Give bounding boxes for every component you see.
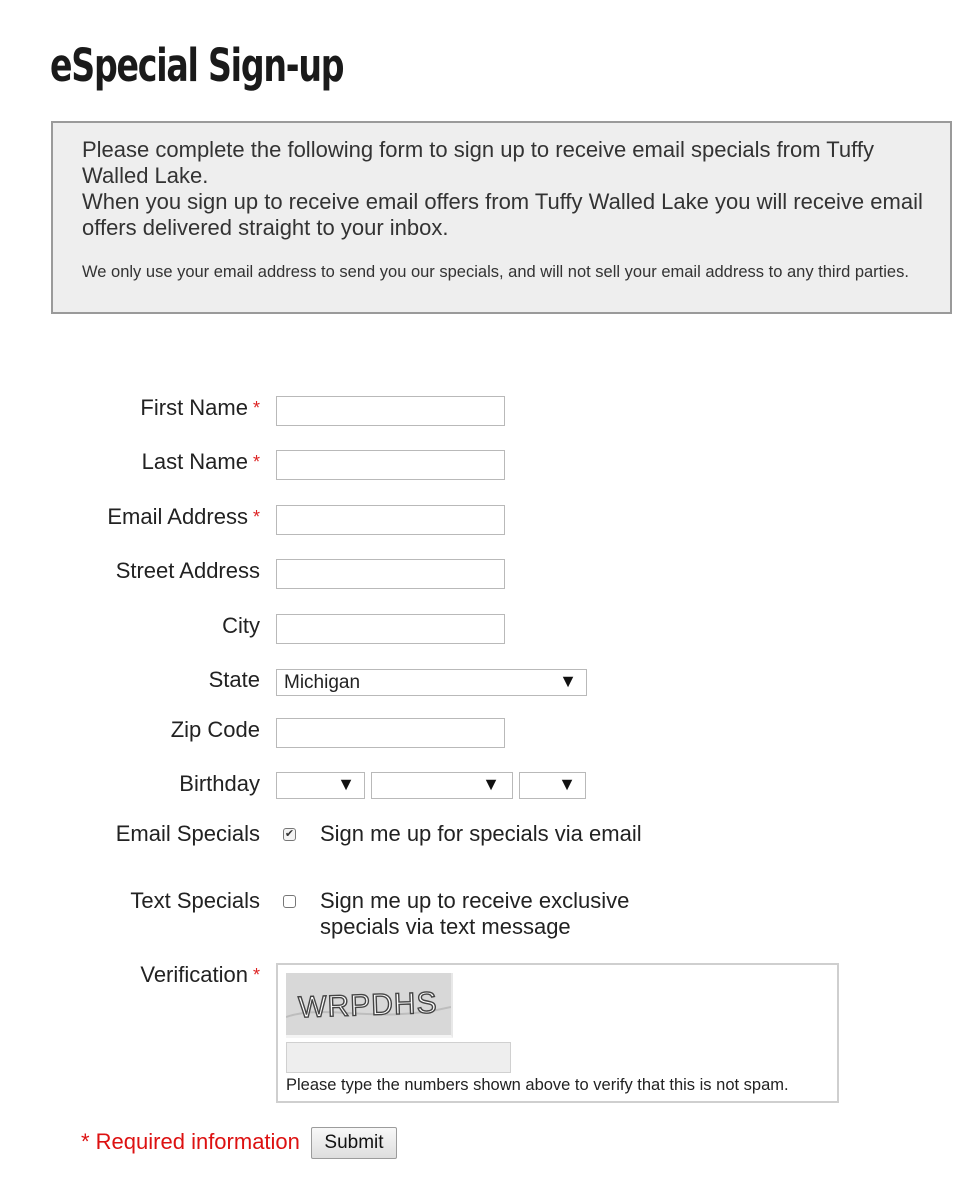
check-icon: ✔ [284, 828, 295, 840]
text-specials-label: Text Specials [130, 888, 260, 913]
verification-hint: Please type the numbers shown above to verify that this is not spam. [286, 1076, 789, 1094]
street-address-input[interactable] [276, 559, 505, 589]
text-specials-checkbox[interactable] [283, 895, 296, 908]
intro-lead [82, 137, 936, 241]
required-asterisk: * [252, 507, 260, 527]
email-specials-checkbox[interactable] [283, 828, 296, 841]
required-asterisk: * [252, 398, 260, 418]
chevron-down-icon: ▼ [558, 774, 576, 794]
last-name-label [142, 449, 260, 475]
birthday-day-select[interactable] [371, 772, 513, 799]
captcha-input[interactable] [286, 1042, 511, 1073]
state-label: State [208, 667, 260, 692]
first-name-input[interactable] [276, 396, 505, 426]
email-specials-option: Sign me up for specials via email [320, 821, 642, 846]
zip-code-label: Zip Code [170, 717, 260, 742]
state-selected-value: Michigan [284, 672, 361, 693]
email-label-text: Email Address [107, 504, 248, 529]
intro-privacy-note: We only use your email address to send you our specials, and will not sell your email address to any third parties. [82, 263, 909, 281]
chevron-down-icon: ▼ [482, 774, 500, 794]
city-input[interactable] [276, 614, 505, 644]
chevron-down-icon: ▼ [337, 774, 355, 794]
required-information-note: * Required information [81, 1129, 300, 1154]
state-select[interactable] [276, 669, 587, 696]
last-name-input[interactable] [276, 450, 505, 480]
verification-label-text: Verification [140, 962, 248, 987]
verification-box [276, 963, 839, 1103]
text-specials-option-line-1: Sign me up to receive exclusive [320, 888, 630, 913]
submit-button[interactable]: Submit [311, 1127, 397, 1159]
birthday-label: Birthday [179, 771, 260, 796]
first-name-label-text: First Name [140, 395, 248, 420]
street-address-label: Street Address [115, 558, 260, 583]
birthday-year-select[interactable] [519, 772, 586, 799]
intro-box [51, 121, 952, 314]
required-asterisk: * [252, 452, 260, 472]
email-input[interactable] [276, 505, 505, 535]
required-asterisk: * [252, 965, 260, 985]
text-specials-option [320, 888, 629, 940]
birthday-month-select[interactable] [276, 772, 365, 799]
zip-code-input[interactable] [276, 718, 505, 748]
email-label [107, 504, 260, 530]
page-title: eSpecial Sign-up [50, 39, 344, 92]
text-specials-option-line-2: specials via text message [320, 914, 571, 939]
captcha-image [286, 973, 453, 1038]
email-specials-label: Email Specials [115, 821, 260, 846]
intro-lead-line-1: Please complete the following form to sign up to receive email specials from Tuffy Walled Lake. [82, 137, 874, 188]
last-name-label-text: Last Name [141, 449, 248, 474]
verification-label [140, 962, 260, 988]
captcha-text: WRPDHS [297, 986, 439, 1025]
first-name-label [140, 395, 260, 421]
intro-lead-line-2: When you sign up to receive email offers from Tuffy Walled Lake you will receive email offers delivered straight to your inbox. [82, 189, 923, 240]
chevron-down-icon: ▼ [559, 671, 577, 691]
captcha-graphic [286, 973, 451, 1035]
city-label: City [222, 613, 260, 638]
